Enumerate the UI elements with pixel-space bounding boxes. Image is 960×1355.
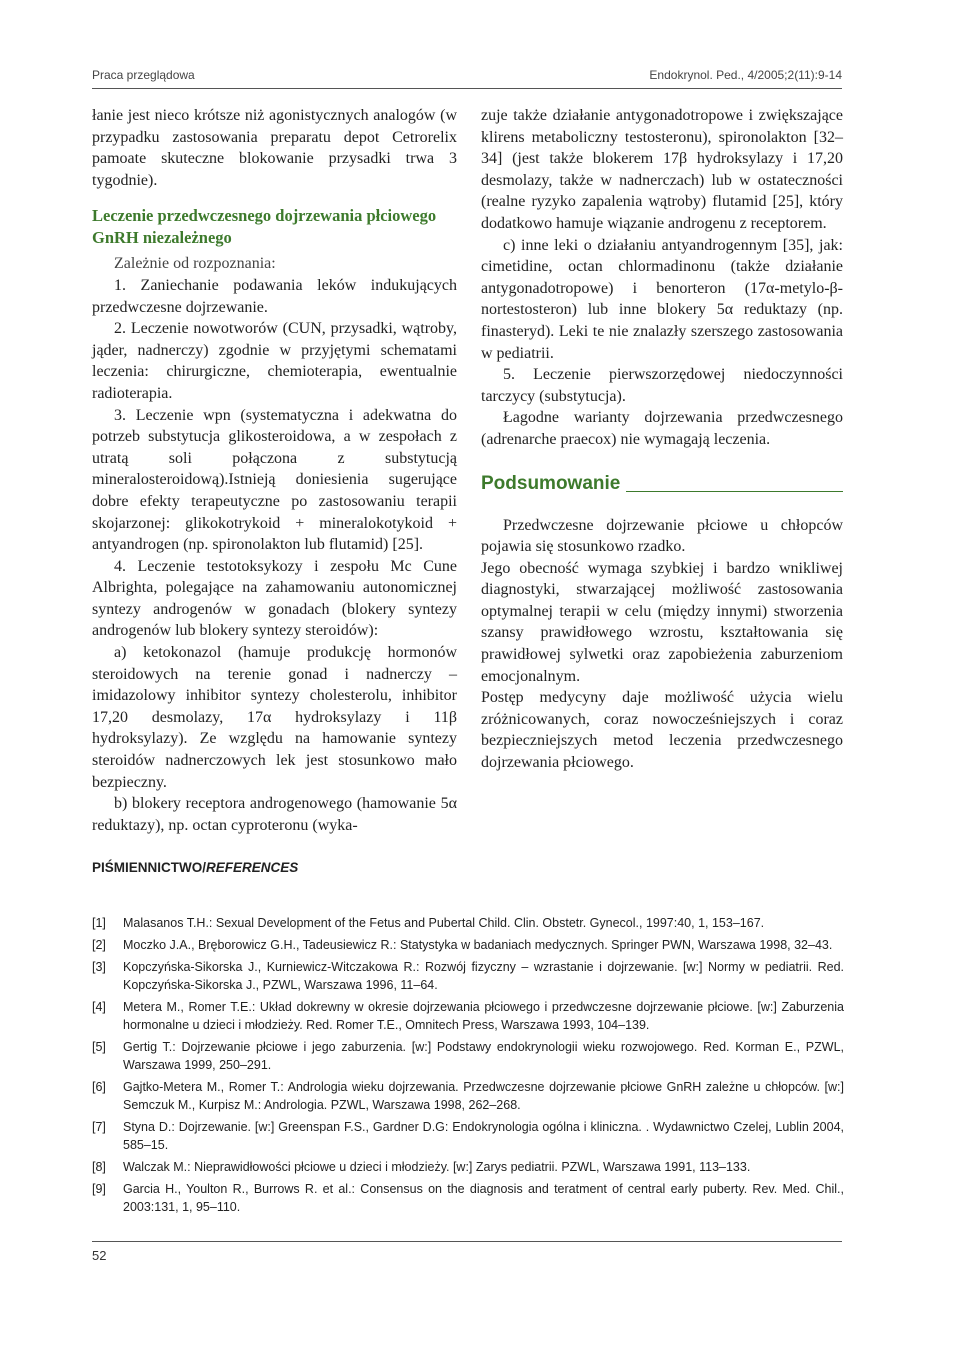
- footer-rule: [92, 1241, 842, 1242]
- references-list: [92, 914, 844, 1220]
- paragraph: 3. Leczenie wpn (systematyczna i adekwatna do potrzeb substytucja glikosteroidowa, a w zespołach z utratą soli połączona z substytucją mineralosteroidową).Istnieją doniesienia sugerujące dobre efekty terapeutyczne po zastosowaniu terapii skojarzonej: glikokotrykoid + mineralokotykoid + antyandrogen (np. spironolakton lub flutamid) [25].: [92, 406, 457, 554]
- reference-item: [92, 1158, 844, 1176]
- reference-text: Gajtko-Metera M., Romer T.: Andrologia wieku dojrzewania. Przedwczesne dojrzewanie płciowe GnRH zależne u chłopców. [w:] Semczuk M., Kurpisz M.: Andrologia. PZWL, Warszawa 1998, 262–268.: [123, 1080, 844, 1112]
- paragraph: a) ketokonazol (hamuje produkcję hormonów steroidowych na terenie gonad i nadnerczy – imidazolowy inhibitor syntezy cholesterolu, inhibitor 17,20 desmolazy, 17α hydroksylazy i 11β hydroksylazy). Ze względu na hamowanie syntezy steroidów nadnerczowych lek jest stosunkowo mało bezpieczny.: [92, 644, 457, 791]
- reference-text: Malasanos T.H.: Sexual Development of the Fetus and Pubertal Child. Clin. Obstetr. Gynecol., 1997:40, 1, 153–167.: [123, 916, 765, 930]
- reference-text: Styna D.: Dojrzewanie. [w:] Greenspan F.S., Gardner D.G: Endokrynologia ogólna i kliniczna. . Wydawnictwo Czelej, Lublin 2004, 585–15.: [123, 1120, 844, 1152]
- reference-item: [92, 998, 844, 1034]
- reference-number: [3]: [92, 960, 106, 974]
- paragraph: c) inne leki o działaniu antyandrogennym [35], jak: cimetidine, octan chlormadinonu (także działanie antygonadotropowe) i benorteron (17α-metylo-β-nortestosteron) lub inne blokery 5α reduktazy (np. finasteryd). Leki te nie znalazły szerszego zastosowania w pediatrii.: [481, 236, 843, 362]
- left-column: [92, 105, 457, 836]
- section-heading: Leczenie przedwczesnego dojrzewania płciowego GnRH niezależnego: [92, 206, 437, 248]
- reference-number: [4]: [92, 1000, 106, 1014]
- paragraph: 4. Leczenie testotoksykozy i zespołu Mc Cune Albrighta, polegające na zahamowaniu autonomicznej syntezy androgenów w gonadach (blokery syntezy androgenów lub blokery syntezy steroidów):: [92, 557, 457, 640]
- reference-item: [92, 914, 844, 932]
- page-number: 52: [92, 1248, 107, 1263]
- summary-heading-text: Podsumowanie: [481, 473, 626, 494]
- reference-number: [6]: [92, 1080, 106, 1094]
- paragraph: b) blokery receptora androgenowego (hamowanie 5α reduktazy), np. octan cyproteronu (wyka-: [92, 795, 457, 834]
- paragraph: Postęp medycyny daje możliwość użycia wielu zróżnicowanych, coraz nowocześniejszych i coraz bezpieczniejszych metod leczenia przedwczesnego dojrzewania płciowego.: [481, 689, 843, 772]
- reference-item: [92, 1038, 844, 1074]
- reference-item: [92, 1118, 844, 1154]
- right-column: [481, 105, 843, 774]
- reference-item: [92, 1180, 844, 1216]
- summary-heading: [481, 473, 843, 501]
- reference-text: Walczak M.: Nieprawidłowości płciowe u dzieci i młodzieży. [w:] Zarys pediatrii. PZWL, Warszawa 1991, 113–133.: [123, 1160, 751, 1174]
- reference-item: [92, 958, 844, 994]
- paragraph: zuje także działanie antygonadotropowe i zwiększające klirens metaboliczny testosteronu), spironolakton [32–34] (jest także blokerem 17β hydroksylazy i 17,20 desmolazy, także w nadnerczach) lub w ostateczności (realne ryzyko zapalenia wątroby) flutamid [25], który dodatkowo hamuje wiązanie androgenu z receptorem.: [481, 107, 843, 232]
- reference-number: [5]: [92, 1040, 106, 1054]
- reference-text: Garcia H., Youlton R., Burrows R. et al.: Consensus on the diagnosis and teratment of central early puberty. Rev. Med. Chil., 2003:131, 1, 95–110.: [123, 1182, 844, 1214]
- reference-number: [2]: [92, 938, 106, 952]
- references-heading-main: PIŚMIENNICTWO/: [92, 860, 206, 875]
- paragraph: 1. Zaniechanie podawania leków indukujących przedwczesne dojrzewanie.: [92, 276, 457, 316]
- reference-number: [9]: [92, 1182, 106, 1196]
- reference-item: [92, 936, 844, 954]
- paragraph: Przedwczesne dojrzewanie płciowe u chłopców pojawia się stosunkowo rzadko.: [481, 516, 843, 556]
- journal-citation: Endokrynol. Ped., 4/2005;2(11):9-14: [649, 68, 842, 82]
- references-heading-italic: REFERENCES: [206, 860, 299, 875]
- reference-number: [8]: [92, 1160, 106, 1174]
- section-label: Praca przeglądowa: [92, 68, 195, 82]
- reference-text: Metera M., Romer T.E.: Układ dokrewny w okresie dojrzewania płciowego i przedwczesne dojrzewanie płciowe. [w:] Zaburzenia hormonalne u dzieci i młodzieży. Red. Romer T.E., Omnitech Press, Warszawa 1993, 104–139.: [123, 1000, 844, 1032]
- references-heading: [92, 860, 298, 875]
- paragraph: łanie jest nieco krótsze niż agonistycznych analogów (w przypadku zastosowania preparatu depot Cetrorelix pamoate skuteczne blokowanie przysadki trwa 3 tygodnie).: [92, 107, 457, 189]
- header-rule: [92, 88, 842, 89]
- paragraph: Łagodne warianty dojrzewania przedwczesnego (adrenarche praecox) nie wymagają leczenia.: [481, 409, 843, 448]
- reference-item: [92, 1078, 844, 1114]
- reference-number: [7]: [92, 1120, 106, 1134]
- reference-text: Kopczyńska-Sikorska J., Kurniewicz-Witczakowa R.: Rozwój fizyczny – wzrastanie i dojrzewanie. [w:] Normy w pediatrii. Red. Kopczyńska-Sikorska J., PZWL, Warszawa 1996, 11–64.: [123, 960, 844, 992]
- running-head: [92, 68, 842, 86]
- paragraph: 5. Leczenie pierwszorzędowej niedoczynności tarczycy (substytucja).: [481, 366, 843, 405]
- reference-text: Moczko J.A., Bręborowicz G.H., Tadeusiewicz R.: Statystyka w badaniach medycznych. Springer PWN, Warszawa 1998, 32–43.: [123, 938, 833, 952]
- paragraph: 2. Leczenie nowotworów (CUN, przysadki, wątroby, jąder, nadnerczy) zgodnie w przyjętymi schematami leczenia: chirurgiczne, chemioterapia, ewentualnie radioterapia.: [92, 320, 457, 402]
- paragraph: Zależnie od rozpoznania:: [114, 255, 276, 273]
- reference-number: [1]: [92, 916, 106, 930]
- paragraph: Jego obecność wymaga szybkiej i bardzo wnikliwej diagnostyki, stwarzającej możliwość zastosowania optymalnej terapii w celu (między innymi) stworzenia szansy prawidłowego wzrostu, kształtowania się prawidłowej sylwetki oraz zapobieżenia zaburzeniom emocjonalnym.: [481, 559, 843, 685]
- reference-text: Gertig T.: Dojrzewanie płciowe i jego zaburzenia. [w:] Podstawy endokrynologii wieku rozwojowego. Red. Korman E., PZWL, Warszawa 1999, 250–291.: [123, 1040, 844, 1072]
